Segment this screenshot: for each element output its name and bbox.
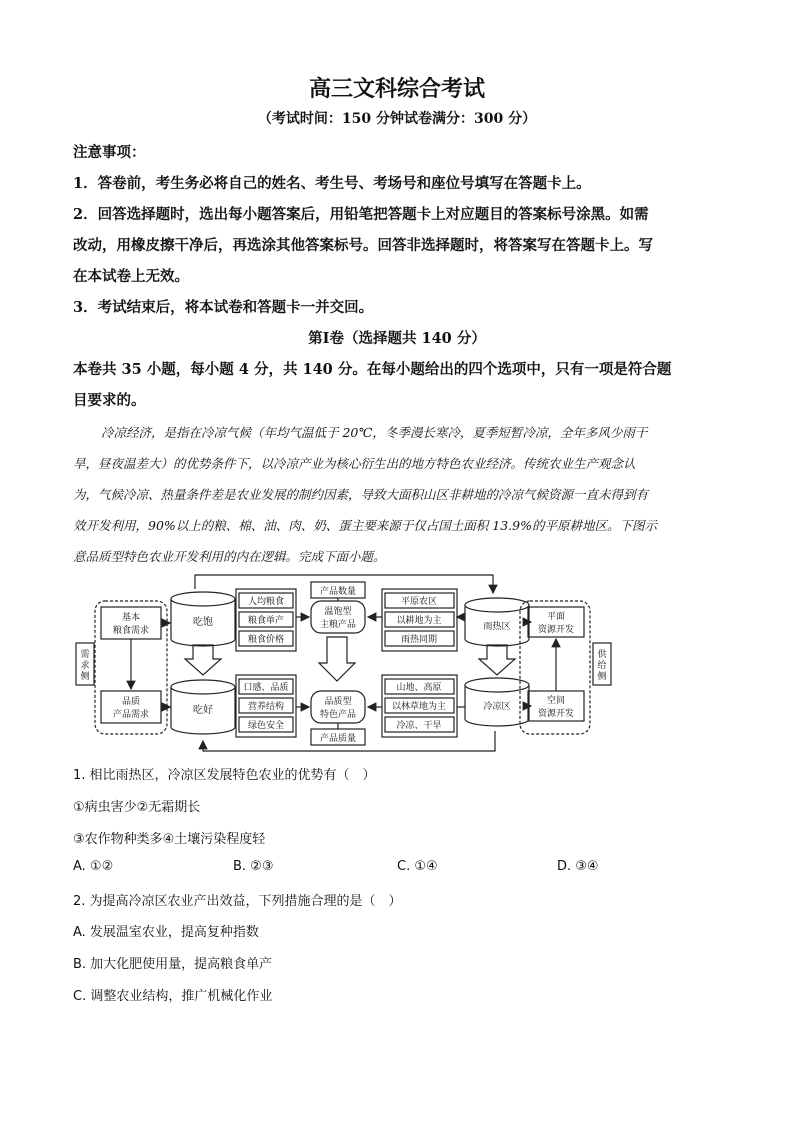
mountain-item-2: 以林草地为主 bbox=[391, 702, 447, 712]
question-1-option-d[interactable]: D. ③④ bbox=[557, 859, 599, 874]
top-item-3: 粮食价格 bbox=[247, 635, 285, 645]
quality-product-line-2: 特色产品 bbox=[319, 710, 357, 720]
question-2-option-c[interactable]: C. 调整农业结构，推广机械化作业 bbox=[73, 989, 273, 1004]
question-1-stem: 1. 相比雨热区，冷凉区发展特色农业的优势有（ ） bbox=[73, 768, 376, 783]
space-dev-line-1: 空间 bbox=[546, 696, 566, 706]
quality-product-line-1: 品质型 bbox=[324, 697, 352, 707]
quality-need-line-1: 品质 bbox=[121, 697, 141, 707]
rain-heat-zone-label: 雨热区 bbox=[483, 622, 511, 632]
plain-item-1: 平原农区 bbox=[400, 597, 438, 607]
plain-item-2: 以耕地为主 bbox=[396, 616, 442, 626]
passage-line-2: 旱，昼夜温差大）的优势条件下，以冷凉产业为核心衍生出的地方特色农业经济。传统农业生产观念认 bbox=[73, 456, 636, 471]
plane-dev-line-2: 资源开发 bbox=[537, 625, 575, 635]
note-item-2-line-2: 改动，用橡皮擦干净后，再选涂其他答案标号。回答非选择题时，将答案写在答题卡上。写 bbox=[73, 237, 653, 254]
supply-side-label: 供给侧 bbox=[597, 650, 607, 682]
section-intro-line-2: 目要求的。 bbox=[73, 392, 146, 409]
eat-full-label: 吃饱 bbox=[193, 617, 213, 628]
plain-item-3: 雨热同期 bbox=[400, 635, 438, 645]
question-2-option-b[interactable]: B. 加大化肥使用量，提高粮食单产 bbox=[73, 957, 273, 972]
eat-well-label: 吃好 bbox=[193, 705, 213, 716]
mountain-item-1: 山地、高原 bbox=[396, 683, 442, 693]
warm-product-line-2: 主粮产品 bbox=[319, 620, 357, 630]
agriculture-logic-diagram bbox=[73, 571, 721, 756]
top-item-2: 粮食单产 bbox=[247, 616, 285, 626]
bottom-item-2: 营养结构 bbox=[247, 702, 285, 712]
warm-product-line-1: 温饱型 bbox=[324, 607, 352, 617]
note-item-2-line-3: 在本试卷上无效。 bbox=[73, 268, 189, 285]
bottom-item-3: 绿色安全 bbox=[247, 721, 285, 731]
product-quality-label: 产品质量 bbox=[319, 734, 357, 744]
question-1-line-2: ③农作物种类多④土壤污染程度轻 bbox=[73, 832, 266, 847]
note-item-3: 3．考试结束后，将本试卷和答题卡一并交回。 bbox=[73, 299, 374, 316]
question-2-option-a[interactable]: A. 发展温室农业，提高复种指数 bbox=[73, 925, 259, 940]
plane-dev-line-1: 平面 bbox=[546, 612, 566, 622]
mountain-item-3: 冷凉、干旱 bbox=[396, 721, 442, 731]
passage-line-3: 为，气候冷凉、热量条件差是农业发展的制约因素，导致大面积山区非耕地的冷凉气候资源一直未得到有 bbox=[73, 487, 649, 502]
cool-zone-label: 冷凉区 bbox=[483, 702, 511, 712]
section-title: 第Ⅰ卷（选择题共 140 分） bbox=[308, 330, 486, 347]
question-1-option-a[interactable]: A. ①② bbox=[73, 859, 114, 874]
basic-need-line-2: 粮食需求 bbox=[112, 626, 150, 636]
bottom-item-1: 口感、品质 bbox=[243, 683, 289, 693]
question-1-option-c[interactable]: C. ①④ bbox=[397, 859, 438, 874]
passage-line-1: 冷凉经济，是指在冷凉气候（年均气温低于 20℃，冬季漫长寒冷，夏季短暂冷凉，全年多风少雨干 bbox=[101, 425, 648, 440]
passage-line-5: 意品质型特色农业开发利用的内在逻辑。完成下面小题。 bbox=[73, 549, 386, 564]
passage-line-4: 效开发利用，90%以上的粮、棉、油、肉、奶、蛋主要来源于仅占国土面积 13.9%的平原耕地区。下图示 bbox=[73, 518, 657, 533]
exam-subtitle: （考试时间：150 分钟试卷满分：300 分） bbox=[257, 111, 537, 127]
basic-need-line-1: 基本 bbox=[121, 613, 141, 623]
reading-passage bbox=[73, 417, 721, 572]
space-dev-line-2: 资源开发 bbox=[537, 709, 575, 719]
top-item-1: 人均粮食 bbox=[247, 597, 285, 607]
section-intro-line-1: 本卷共 35 小题，每小题 4 分，共 140 分。在每小题给出的四个选项中，只有一项是符合题 bbox=[73, 361, 672, 378]
question-1-line-1: ①病虫害少②无霜期长 bbox=[73, 800, 201, 815]
product-quantity-label: 产品数量 bbox=[319, 587, 357, 597]
exam-title: 高三文科综合考试 bbox=[308, 76, 485, 102]
question-2-stem: 2. 为提高冷凉区农业产出效益，下列措施合理的是（ ） bbox=[73, 894, 402, 909]
notes-heading: 注意事项： bbox=[73, 144, 146, 161]
quality-need-line-2: 产品需求 bbox=[112, 710, 150, 720]
note-item-1: 1．答卷前，考生务必将自己的姓名、考生号、考场号和座位号填写在答题卡上。 bbox=[73, 175, 591, 192]
question-1-option-b[interactable]: B. ②③ bbox=[233, 859, 274, 874]
note-item-2-line-1: 2．回答选择题时，选出每小题答案后，用铅笔把答题卡上对应题目的答案标号涂黑。如需 bbox=[73, 206, 649, 223]
demand-side-label: 需求侧 bbox=[80, 650, 90, 682]
